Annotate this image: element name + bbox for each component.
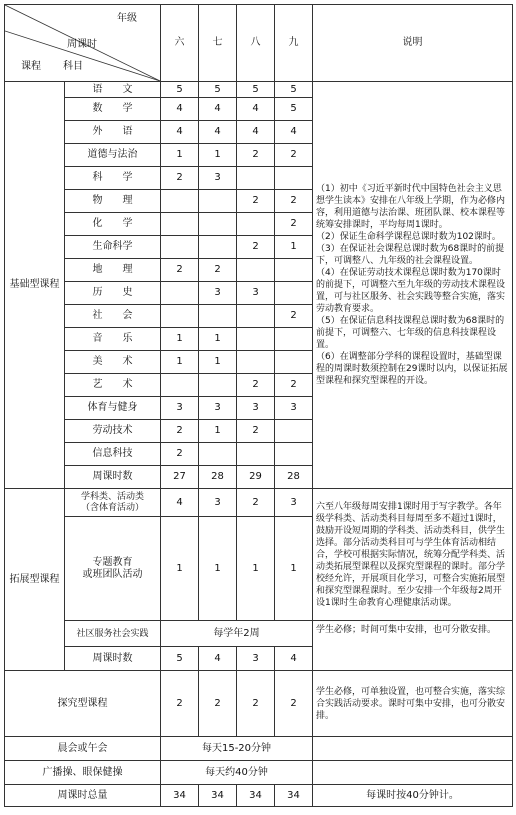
basic-notes [313, 82, 513, 489]
subject-cell: 语 文 [65, 82, 161, 98]
empty-note-cell [313, 737, 513, 761]
subject-cell: 音 乐 [65, 328, 161, 351]
value-cell: 2 [275, 374, 313, 397]
value-cell: 2 [237, 420, 275, 443]
value-cell: 1 [275, 236, 313, 259]
subject-cell: 道德与法治 [65, 144, 161, 167]
subject-cell: 社区服务社会实践 [65, 621, 161, 647]
subject-cell: 化 学 [65, 213, 161, 236]
assembly-value: 每天15-20分钟 [161, 737, 313, 761]
value-cell: 1 [199, 420, 237, 443]
table-row [5, 489, 513, 517]
grand-total-label: 周课时总量 [5, 785, 161, 807]
inquiry-notes: 学生必修，可单独设置，也可整合实施，落实综合实践活动要求。课时可集中安排，也可分散安排。 [313, 671, 513, 737]
subject-cell: 艺 术 [65, 374, 161, 397]
value-cell: 1 [275, 517, 313, 621]
value-cell: 3 [161, 397, 199, 420]
total-cell: 4 [199, 647, 237, 671]
value-cell [199, 236, 237, 259]
value-cell: 5 [275, 98, 313, 121]
value-cell: 4 [199, 98, 237, 121]
subject-cell: 数 学 [65, 98, 161, 121]
total-label: 周课时数 [65, 466, 161, 489]
value-cell: 1 [199, 517, 237, 621]
subject-cell: 专题教育 或班团队活动 [65, 517, 161, 621]
value-cell: 3 [237, 397, 275, 420]
value-cell [161, 190, 199, 213]
value-cell [161, 374, 199, 397]
value-cell [237, 213, 275, 236]
table-row [5, 621, 513, 647]
subject-cell: 地 理 [65, 259, 161, 282]
subject-cell: 物 理 [65, 190, 161, 213]
course-label: 课程 [21, 61, 41, 72]
exercise-label: 广播操、眼保健操 [5, 761, 161, 785]
subject-cell: 科 学 [65, 167, 161, 190]
value-cell [275, 167, 313, 190]
grade-8-header: 八 [237, 5, 275, 82]
extended-notes: 六至八年级每周安排1课时用于写字教学。各年级学科类、活动类科目每周至多不超过1课时，鼓励开设短周期的学科类、活动类科目，供学生选择。部分活动类科目可与学生体育活动相结合，学校可根据实际情况，统筹分配学科类、活动类拓展型课程以及探究型课程的课时。部分学校经允许，开展项目化学习，可整合实施拓展型和探究型课程课时。至少安排一个年级每2周开设1课时生命教育心理健康活动课。 [313, 489, 513, 621]
value-cell: 5 [199, 82, 237, 98]
value-cell [161, 213, 199, 236]
basic-note-text: （1）初中《习近平新时代中国特色社会主义思想学生读本》安排在八年级上学期，作为必修内容，利用道德与法治课、班团队课、校本课程等统筹安排课时，平均每周1课时。 （2）保证生命科学课程总课时数为102课时。 （3）在保证社会课程总课时数为68课时的前提下，可调整八、九年级的社会课程设置。 （4）在保证劳动技术课程总课时数为170课时的前提下，可调整六至九年级的劳动技术课程设置，可与社区服务、社会实践等整合实施，落实劳动教育要求。 （5）在保证信息科技课程总课时数为68课时的前提下，可调整六、七年级的信息科技课程设置。 （6）在调整部分学科的课程设置时，基础型课程的周课时数须控制在29课时以内，以保证拓展型课程和探究型课程的开设。 [316, 184, 508, 386]
value-cell [237, 351, 275, 374]
subject-cell: 历 史 [65, 282, 161, 305]
total-cell: 28 [199, 466, 237, 489]
table-row [5, 82, 513, 98]
value-cell: 3 [199, 282, 237, 305]
total-cell: 5 [161, 647, 199, 671]
value-cell: 1 [161, 351, 199, 374]
value-cell: 4 [161, 98, 199, 121]
header-row [5, 5, 513, 82]
curriculum-table [4, 4, 513, 807]
subject-cell: 体育与健身 [65, 397, 161, 420]
value-cell: 2 [275, 305, 313, 328]
value-cell: 1 [161, 144, 199, 167]
value-cell [275, 328, 313, 351]
value-cell: 4 [161, 489, 199, 517]
value-cell: 2 [237, 671, 275, 737]
subject-cell: 外 语 [65, 121, 161, 144]
grade-9-header: 九 [275, 5, 313, 82]
value-cell [199, 190, 237, 213]
value-cell: 2 [161, 443, 199, 466]
extended-category-cell: 拓展型课程 [5, 489, 65, 671]
value-cell: 3 [199, 489, 237, 517]
total-cell: 34 [161, 785, 199, 807]
value-cell: 2 [237, 190, 275, 213]
value-cell [275, 420, 313, 443]
value-cell: 2 [161, 259, 199, 282]
weekly-hours-label: 周课时 [67, 39, 97, 50]
grand-total-row [5, 785, 513, 807]
value-cell: 4 [199, 121, 237, 144]
subject-cell: 学科类、活动类 （含体育活动） [65, 489, 161, 517]
exercise-value: 每天约40分钟 [161, 761, 313, 785]
diagonal-header-cell [5, 5, 161, 82]
value-cell [237, 259, 275, 282]
basic-category-cell: 基础型课程 [5, 82, 65, 489]
subject-cell: 信息科技 [65, 443, 161, 466]
value-cell: 3 [275, 397, 313, 420]
value-cell [199, 305, 237, 328]
value-cell [199, 443, 237, 466]
value-cell: 3 [199, 167, 237, 190]
value-cell: 2 [199, 259, 237, 282]
value-cell: 2 [161, 167, 199, 190]
value-cell: 1 [199, 351, 237, 374]
value-cell [275, 259, 313, 282]
value-cell [161, 282, 199, 305]
subject-cell: 生命科学 [65, 236, 161, 259]
value-cell: 3 [275, 489, 313, 517]
total-cell: 34 [237, 785, 275, 807]
empty-note-cell [313, 761, 513, 785]
value-cell [237, 328, 275, 351]
value-cell [237, 443, 275, 466]
grade-7-header: 七 [199, 5, 237, 82]
merged-value-cell: 每学年2周 [161, 621, 313, 647]
value-cell: 2 [275, 144, 313, 167]
value-cell [161, 305, 199, 328]
value-cell: 3 [199, 397, 237, 420]
value-cell [275, 443, 313, 466]
value-cell: 1 [161, 517, 199, 621]
total-label: 周课时数 [65, 647, 161, 671]
value-cell: 2 [237, 374, 275, 397]
value-cell: 1 [161, 328, 199, 351]
value-cell [237, 167, 275, 190]
total-cell: 4 [275, 647, 313, 671]
value-cell: 4 [275, 121, 313, 144]
value-cell: 4 [161, 121, 199, 144]
subject-cell: 劳动技术 [65, 420, 161, 443]
total-cell: 34 [199, 785, 237, 807]
value-cell [275, 282, 313, 305]
total-cell: 3 [237, 647, 275, 671]
value-cell: 1 [199, 328, 237, 351]
inquiry-row [5, 671, 513, 737]
value-cell: 1 [237, 517, 275, 621]
value-cell: 2 [275, 213, 313, 236]
value-cell: 5 [237, 82, 275, 98]
grade-6-header: 六 [161, 5, 199, 82]
value-cell [199, 213, 237, 236]
notes-header: 说明 [313, 5, 513, 82]
total-cell: 28 [275, 466, 313, 489]
value-cell: 4 [237, 121, 275, 144]
subject-cell: 美 术 [65, 351, 161, 374]
extended-notes-2: 学生必修；时间可集中安排，也可分散安排。 [313, 621, 513, 671]
subject-cell: 社 会 [65, 305, 161, 328]
value-cell [161, 236, 199, 259]
value-cell: 2 [237, 489, 275, 517]
value-cell [237, 305, 275, 328]
total-cell: 34 [275, 785, 313, 807]
value-cell: 2 [275, 190, 313, 213]
value-cell: 2 [199, 671, 237, 737]
value-cell [275, 351, 313, 374]
subject-label: 科目 [63, 61, 83, 72]
assembly-label: 晨会或午会 [5, 737, 161, 761]
grade-label: 年级 [117, 13, 137, 24]
value-cell: 2 [275, 671, 313, 737]
total-cell: 27 [161, 466, 199, 489]
value-cell: 2 [237, 144, 275, 167]
value-cell: 2 [237, 236, 275, 259]
assembly-row [5, 737, 513, 761]
grand-total-note: 每课时按40分钟计。 [313, 785, 513, 807]
total-cell: 29 [237, 466, 275, 489]
value-cell: 4 [237, 98, 275, 121]
value-cell: 2 [161, 420, 199, 443]
value-cell: 5 [161, 82, 199, 98]
value-cell: 2 [161, 671, 199, 737]
value-cell: 3 [237, 282, 275, 305]
value-cell [199, 374, 237, 397]
value-cell: 1 [199, 144, 237, 167]
exercise-row [5, 761, 513, 785]
inquiry-category-cell: 探究型课程 [5, 671, 161, 737]
value-cell: 5 [275, 82, 313, 98]
